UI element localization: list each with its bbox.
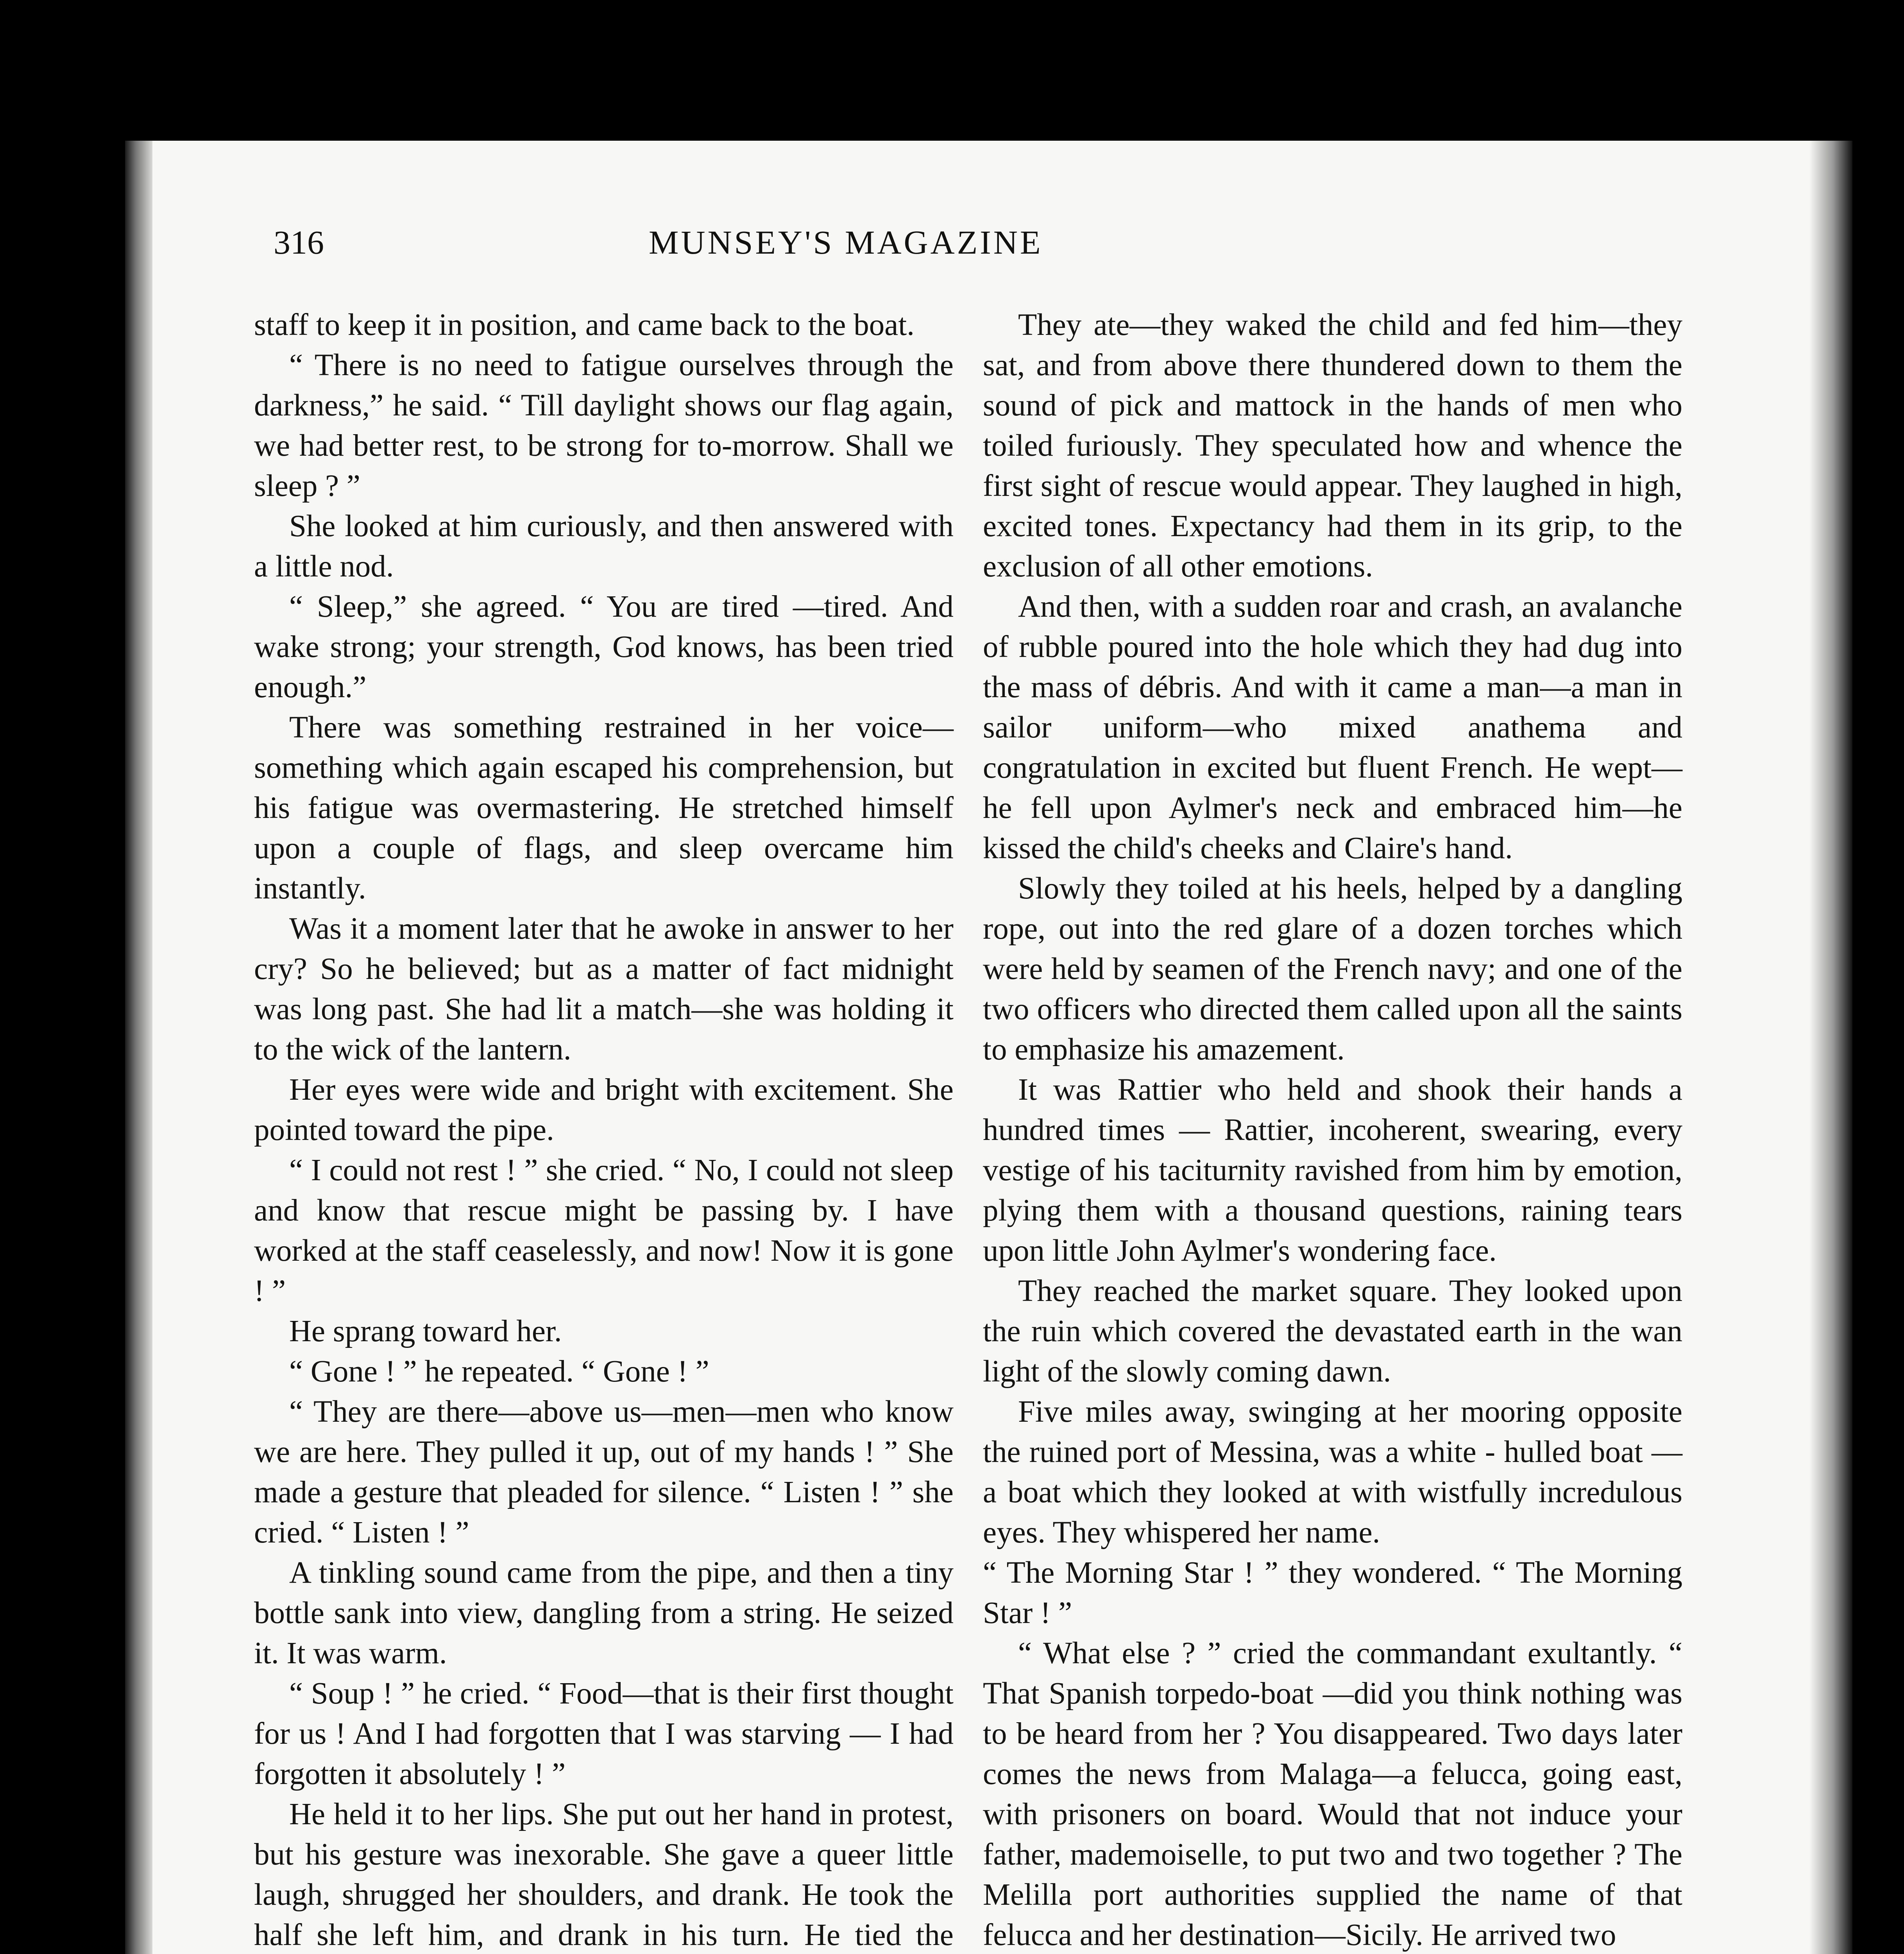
paragraph: “ There is no need to fatigue ourselves through the darkness,” he said. “ Till daylight shows our flag again, we had better rest, to be strong for to-morrow. Shall we sleep ? ” — [254, 348, 954, 503]
paragraph: A tinkling sound came from the pipe, and then a tiny bottle sank into view, dangling from a string. He seized it. It was warm. — [254, 1556, 954, 1670]
paragraph: “ Soup ! ” he cried. “ Food—that is their first thought for us ! And I had forgotten that I was starving — I had forgotten it absolutely ! ” — [254, 1677, 954, 1791]
paragraph: “ I could not rest ! ” she cried. “ No, I could not sleep and know that rescue might be passing by. I have worked at the staff ceaselessly, and now! Now it is gone ! ” — [254, 1153, 954, 1308]
paragraph: “ They are there—above us—men—men who know we are here. They pulled it up, out of my hands ! ” She made a gesture that pleaded for silence. “ Listen ! ” she cried. “ Listen ! ” — [254, 1395, 954, 1550]
page-number: 316 — [274, 224, 324, 261]
paragraph: “ Sleep,” she agreed. “ You are tired —tired. And wake strong; your strength, God knows, has been tried enough.” — [254, 590, 954, 704]
paragraph: They ate—they waked the child and fed him—they sat, and from above there thundered down to them the sound of pick and mattock in the hands of men who toiled furiously. They speculated how and whence the first sight of rescue would appear. They laughed in high, excited tones. Expectancy had them in its grip, to the exclusion of all other emotions. — [983, 308, 1682, 583]
paragraph: Five miles away, swinging at her mooring opposite the ruined port of Messina, was a white - hulled boat — a boat which they looked at with wistfully incredulous eyes. They whispered her name. — [983, 1395, 1682, 1550]
text-column-left — [254, 305, 954, 1954]
paragraph: “ What else ? ” cried the commandant exultantly. “ That Spanish torpedo-boat —did you think nothing was to be heard from her ? You disappeared. Two days later comes the news from Malaga—a felucca, going east, with prisoners on board. Would that not induce your father, mademoiselle, to put two and two together ? The Melilla port authorities supplied the name of that felucca and her destination—Sicily. He arrived two — [983, 1636, 1682, 1952]
paragraph: He held it to her lips. She put out her hand in protest, but his gesture was inexorable. She gave a queer little laugh, shrugged her shoulders, and drank. He took the half she left him, and drank in his turn. He tied the — [254, 1797, 954, 1952]
paragraph: They reached the market square. They looked upon the ruin which covered the devastated earth in the wan light of the slowly coming dawn. — [983, 1274, 1682, 1389]
paragraph: staff to keep it in position, and came back to the boat. — [254, 308, 915, 342]
paragraph: She looked at him curiously, and then answered with a little nod. — [254, 509, 954, 583]
text-column-right — [983, 305, 1682, 1954]
paragraph: He sprang toward her. — [289, 1314, 562, 1348]
paragraph: Slowly they toiled at his heels, helped by a dangling rope, out into the red glare of a dozen torches which were held by seamen of the French navy; and one of the two officers who directed them called upon all the saints to emphasize his amazement. — [983, 871, 1682, 1066]
paragraph: And then, with a sudden roar and crash, an avalanche of rubble poured into the hole which they had dug into the mass of débris. And with it came a man—a man in sailor uniform—who mixed anathema and congratulation in excited but fluent French. He wept—he fell upon Aylmer's neck and embraced him—he kissed the child's cheeks and Claire's hand. — [983, 590, 1682, 865]
binding-gutter — [125, 141, 152, 1954]
paragraph: It was Rattier who held and shook their hands a hundred times — Rattier, incoherent, swearing, every vestige of his taciturnity ravished from him by emotion, plying them with a thousand questions, raining tears upon little John Aylmer's wondering face. — [983, 1073, 1682, 1268]
paragraph: Her eyes were wide and bright with excitement. She pointed toward the pipe. — [254, 1073, 954, 1147]
page-header — [274, 223, 1329, 274]
paragraph: Was it a moment later that he awoke in answer to her cry? So he believed; but as a matter of fact midnight was long past. She had lit a match—she was holding it to the wick of the lantern. — [254, 912, 954, 1066]
paragraph: “ Gone ! ” he repeated. “ Gone ! ” — [289, 1355, 709, 1389]
page-edge-shadow — [1809, 141, 1852, 1954]
running-title: MUNSEY'S MAGAZINE — [649, 224, 1043, 261]
paragraph: “ The Morning Star ! ” they wondered. “ The Morning Star ! ” — [983, 1556, 1682, 1630]
paragraph: There was something restrained in her voice—something which again escaped his comprehension, but his fatigue was overmastering. He stretched himself upon a couple of flags, and sleep overcame him instantly. — [254, 710, 954, 905]
magazine-page — [125, 141, 1852, 1954]
